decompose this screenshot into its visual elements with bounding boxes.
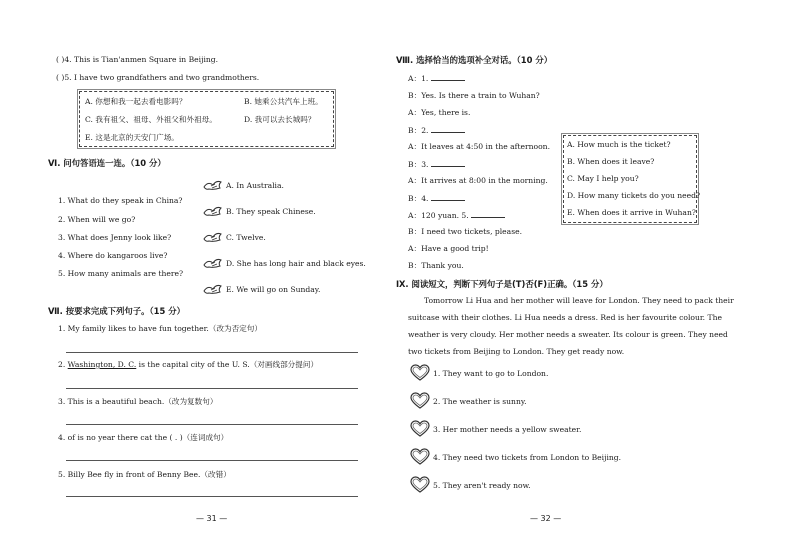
dialog-line: A：Have a good trip! — [408, 244, 489, 253]
option-e: E. 这是北京的天安门广场。 — [85, 133, 179, 142]
answer-blank[interactable] — [471, 210, 505, 218]
answer-blank[interactable] — [431, 159, 465, 167]
heart-icon[interactable] — [410, 364, 430, 382]
match-question: 2. When will we go? — [58, 215, 136, 224]
answer-blank[interactable] — [431, 125, 465, 133]
dialog-line: B：2. — [408, 125, 465, 136]
match-question: 5. How many animals are there? — [58, 269, 184, 278]
option-b: B. 她乘公共汽车上班。 — [244, 97, 323, 106]
option-a: A. 你想和我一起去看电影吗？ — [85, 97, 187, 106]
tf-statement: 3. Her mother needs a yellow sweater. — [433, 425, 582, 434]
dialog-line: B：I need two tickets, please. — [408, 227, 523, 236]
option-c: C. 我有祖父、祖母、外祖父和外祖母。 — [85, 115, 217, 124]
options-box — [79, 91, 334, 147]
page-number: — 32 — — [530, 514, 562, 523]
passage-line: Tomorrow Li Hua and her mother will leave for London. They need to pack their — [424, 296, 734, 305]
match-answer: D. She has long hair and black eyes. — [226, 259, 366, 268]
question-4: ( )4. This is Tian'anmen Square in Beijing. — [56, 55, 219, 64]
page-number: — 31 — — [196, 514, 228, 523]
dialog-line: A：It leaves at 4:50 in the afternoon. — [408, 142, 550, 151]
passage-line: suitcase with their clothes. Li Hua needs a dress. Red is her favourite colour. The — [408, 313, 722, 322]
match-answer: B. They speak Chinese. — [226, 207, 316, 216]
dialog-line: B：Thank you. — [408, 261, 464, 270]
match-question: 3. What does Jenny look like? — [58, 233, 172, 242]
heart-icon[interactable] — [410, 392, 430, 410]
tf-statement: 4. They need two tickets from London to Beijing. — [433, 453, 622, 462]
dialog-line: A：It arrives at 8:00 in the morning. — [408, 176, 548, 185]
match-question: 1. What do they speak in China? — [58, 196, 183, 205]
dialog-line: A：Yes, there is. — [408, 108, 471, 117]
rewrite-item: 1. My family likes to have fun together.（改为否定句） — [58, 324, 262, 333]
bird-icon — [202, 256, 224, 270]
dialog-line: B：Yes. Is there a train to Wuhan? — [408, 91, 540, 100]
heart-icon[interactable] — [410, 448, 430, 466]
section-8-title: Ⅷ. 选择恰当的选项补全对话。（10 分） — [396, 55, 553, 65]
bird-icon — [202, 178, 224, 192]
answer-blank[interactable] — [431, 193, 465, 201]
answer-line[interactable] — [66, 496, 358, 497]
bird-icon — [202, 282, 224, 296]
bird-icon — [202, 204, 224, 218]
dialog-options-box — [563, 135, 701, 223]
section-6-title: Ⅵ. 问句答语连一连。（10 分） — [48, 158, 166, 168]
heart-icon[interactable] — [410, 420, 430, 438]
rewrite-item: 5. Billy Bee fly in front of Benny Bee.（改错） — [58, 470, 231, 479]
rewrite-item: 3. This is a beautiful beach.（改为复数句） — [58, 397, 218, 406]
answer-line[interactable] — [66, 388, 358, 389]
match-answer: A. In Australia. — [226, 181, 284, 190]
heart-icon[interactable] — [410, 476, 430, 494]
right-page — [396, 0, 800, 560]
match-answer: C. Twelve. — [226, 233, 266, 242]
dialog-option: D. How many tickets do you need? — [567, 191, 701, 200]
section-9-title: Ⅸ. 阅读短文，判断下列句子是(T)否(F)正确。（15 分） — [396, 279, 608, 289]
passage-line: two tickets from Beijing to London. They get ready now. — [408, 347, 625, 356]
match-question: 4. Where do kangaroos live? — [58, 251, 168, 260]
dialog-option: E. When does it arrive in Wuhan? — [567, 208, 696, 217]
dialog-option: C. May I help you? — [567, 174, 639, 183]
dialog-line: A：1. — [408, 73, 465, 84]
dialog-line: B：4. — [408, 193, 465, 204]
match-answer: E. We will go on Sunday. — [226, 285, 321, 294]
bird-icon — [202, 230, 224, 244]
answer-line[interactable] — [66, 352, 358, 353]
passage-line: weather is very cloudy. Her mother needs a sweater. Its colour is green. They need — [408, 330, 728, 339]
dialog-line: B：3. — [408, 159, 465, 170]
answer-line[interactable] — [66, 424, 358, 425]
question-5: ( )5. I have two grandfathers and two grandmothers. — [56, 73, 260, 82]
dialog-line: A：120 yuan. 5. — [408, 210, 505, 221]
tf-statement: 5. They aren't ready now. — [433, 481, 531, 490]
dialog-option: A. How much is the ticket? — [567, 140, 671, 149]
tf-statement: 2. The weather is sunny. — [433, 397, 527, 406]
rewrite-item: 2. Washington, D. C. is the capital city of the U. S.（对画线部分提问） — [58, 360, 319, 369]
rewrite-item: 4. of is no year there cat the ( . )（连词成句） — [58, 433, 229, 442]
tf-statement: 1. They want to go to London. — [433, 369, 549, 378]
dialog-option: B. When does it leave? — [567, 157, 655, 166]
answer-blank[interactable] — [431, 73, 465, 81]
option-d: D. 我可以去长城吗？ — [244, 115, 316, 124]
section-7-title: Ⅶ. 按要求完成下列句子。（15 分） — [48, 306, 185, 316]
answer-line[interactable] — [66, 460, 358, 461]
